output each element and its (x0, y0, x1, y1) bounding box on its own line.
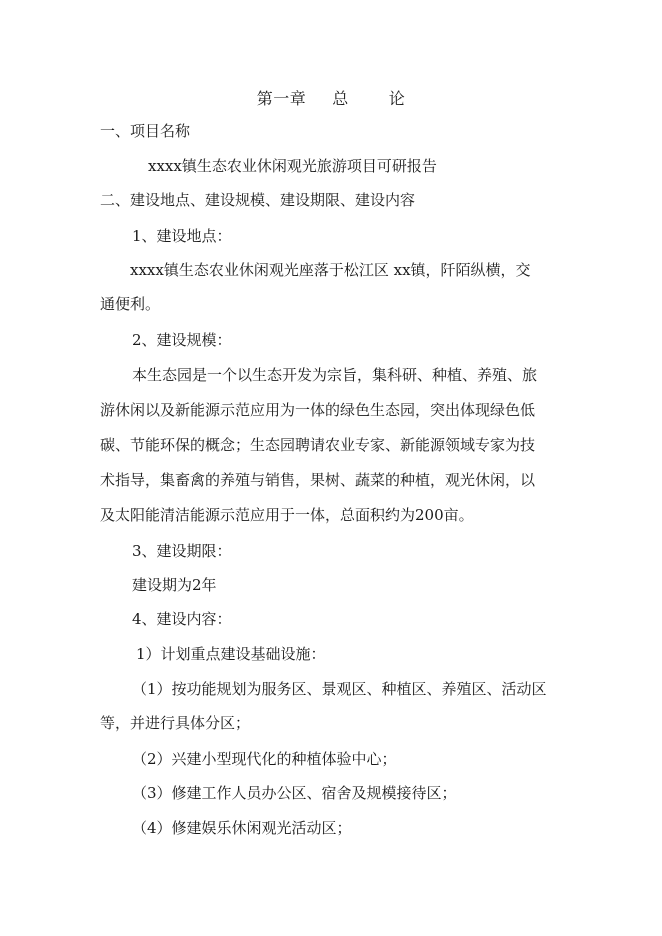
project-name-text: xxxx镇生态农业休闲观光旅游项目可研报告 (148, 157, 437, 175)
chapter-number: 第一章 (256, 89, 307, 108)
section-heading-project-name: 一、项目名称 (100, 122, 191, 140)
scale-text-line-4: 术指导，集畜禽的养殖与销售，果树、蔬菜的种植，观光休闲，以 (100, 471, 536, 489)
section-heading-construction: 二、建设地点、建设规模、建设期限、建设内容 (100, 191, 416, 209)
scale-text-line-5: 及太阳能清洁能源示范应用于一体，总面积约为200亩。 (100, 506, 474, 524)
chapter-word-2: 论 (388, 89, 406, 108)
content-item-1-line-2: 等，并进行具体分区； (100, 714, 251, 732)
location-text-line-1: xxxx镇生态农业休闲观光座落于松江区 xx镇，阡陌纵横，交 (130, 261, 531, 279)
scale-text-line-2: 游休闲以及新能源示范应用为一体的绿色生态园，突出体现绿色低 (100, 401, 536, 419)
scale-text-line-3: 碳、节能环保的概念；生态园聘请农业专家、新能源领域专家为技 (100, 436, 536, 454)
period-text: 建设期为2年 (132, 576, 217, 594)
content-item-3: （3）修建工作人员办公区、宿舍及规模接待区； (132, 784, 457, 802)
chapter-word-1: 总 (332, 89, 349, 108)
content-item-4: （4）修建娱乐休闲观光活动区； (132, 819, 352, 837)
chapter-title (0, 88, 662, 110)
content-item-1-line-1: （1）按功能规划为服务区、景观区、种植区、养殖区、活动区 (132, 680, 547, 698)
scale-heading: 2、建设规模： (132, 331, 232, 349)
content-subheading: 1）计划重点建设基础设施： (136, 645, 326, 663)
period-heading: 3、建设期限： (132, 542, 232, 560)
location-text-line-2: 通便利。 (100, 295, 161, 313)
content-item-2: （2）兴建小型现代化的种植体验中心； (132, 750, 397, 768)
location-heading: 1、建设地点： (132, 227, 232, 245)
scale-text-line-1: 本生态园是一个以生态开发为宗旨，集科研、种植、养殖、旅 (132, 366, 538, 384)
content-heading: 4、建设内容： (132, 610, 232, 628)
